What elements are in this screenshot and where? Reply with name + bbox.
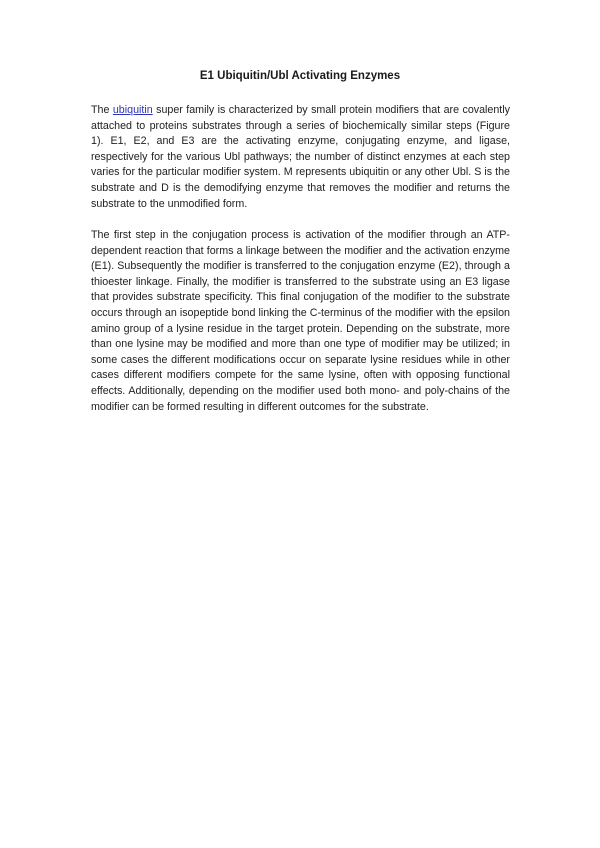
paragraph-intro-lead: The — [91, 104, 113, 116]
paragraph-conjugation-process: The first step in the conjugation process is activation of the modifier through an ATP-dependent reaction that forms a linkage between the modifier and the activation enzyme (E1). Subsequently the modifier is transferred to the conjugation enzyme (E2), through a thioester linkage. Finally, the modifier is transferred to the substrate using an E3 ligase that provides substrate specificity. This final conjugation of the modifier to the substrate occurs through an isopeptide bond linking the C-terminus of the modifier with the epsilon amino group of a lysine residue in the target protein. Depending on the substrate, more than one lysine may be modified and more than one type of modifier may be utilized; in some cases the different modifications occur on separate lysine residues while in other cases different modifiers compete for the same lysine, often with opposing functional effects. Additionally, depending on the modifier used both mono- and poly-chains of the modifier can be formed resulting in different outcomes for the substrate. — [91, 229, 510, 413]
paragraph-intro — [91, 103, 510, 212]
ubiquitin-link[interactable]: ubiquitin — [112, 104, 153, 116]
paragraph-intro-body: super family is characterized by small protein modifiers that are covalently attached to proteins substrates through a series of biochemically similar steps (Figure 1). E1, E2, and E3 are the activating enzyme, conjugating enzyme, and ligase, respectively for the various Ubl pathways; the number of distinct enzymes at each step varies for the particular modifier system. M represents ubiquitin or any other Ubl. S is the substrate and D is the demodifying enzyme that removes the modifier and returns the substrate to the unmodified form. — [91, 104, 510, 210]
document-title: E1 Ubiquitin/Ubl Activating Enzymes — [199, 70, 401, 82]
